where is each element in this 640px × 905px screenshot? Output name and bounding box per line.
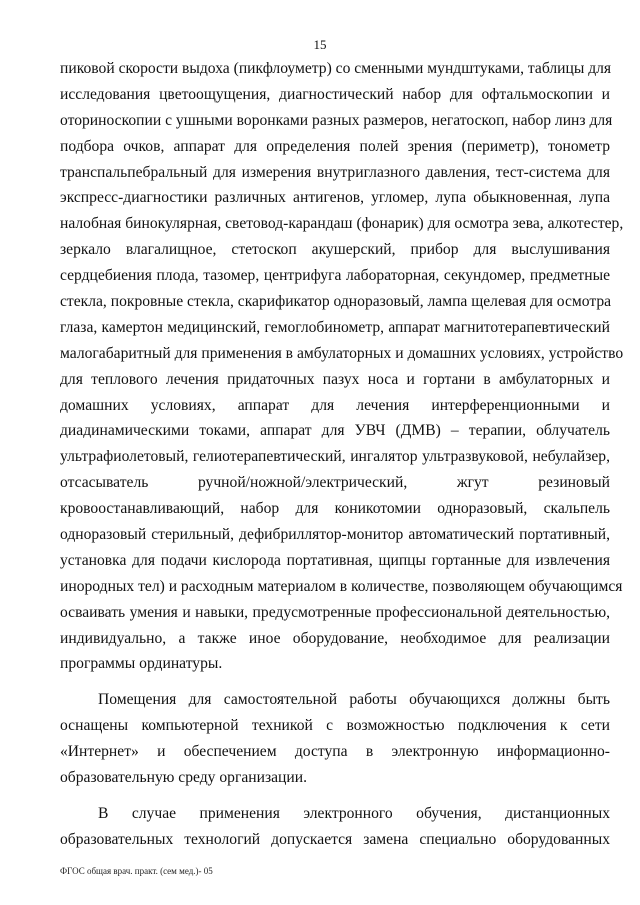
text-line: для теплового лечения придаточных пазух носа и гортани в амбулаторных и (60, 370, 610, 388)
text-line: стекла, покровные стекла, скарификатор одноразовый, лампа щелевая для осмотра (60, 293, 612, 311)
text-line: экспресс-диагностики различных антигенов, угломер, лупа обыкновенная, лупа (60, 189, 610, 207)
text-line: В случае применения электронного обучения, дистанционных (98, 804, 610, 822)
page-number: 15 (313, 37, 327, 52)
text-line: Помещения для самостоятельной работы обучающихся должны быть (98, 691, 610, 709)
text-line: оснащены компьютерной техникой с возможностью подключения к сети (60, 717, 610, 735)
text-line: осваивать умения и навыки, предусмотренные профессиональной деятельностью, (60, 603, 610, 621)
text-line: сердцебиения плода, тазомер, центрифуга лабораторная, секундомер, предметные (60, 267, 610, 285)
text-line: налобная бинокулярная, световод-карандаш (фонарик) для осмотра зева, алкотестер, (60, 215, 624, 233)
text-line: транспальпебральный для измерения внутриглазного давления, тест-система для (60, 163, 610, 181)
text-line: оториноскопии с ушными воронками разных размеров, негатоскоп, набор линз для (60, 111, 613, 129)
text-line: пиковой скорости выдоха (пикфлоуметр) со сменными мундштуками, таблицы для (60, 60, 612, 77)
text-line: глаза, камертон медицинский, гемоглобинометр, аппарат магнитотерапевтический (60, 318, 610, 336)
text-line: ультрафиолетовый, гелиотерапевтический, ингалятор ультразвуковой, небулайзер, (60, 448, 610, 466)
text-line: образовательных технологий допускается замена специально оборудованных (60, 830, 610, 848)
text-line: отсасыватель ручной/ножной/электрический, жгут резиновый (60, 474, 610, 492)
text-line: диадинамическими токами, аппарат для УВЧ (ДМВ) – терапии, облучатель (60, 422, 610, 440)
text-line: программы ординатуры. (60, 655, 223, 673)
text-line: малогабаритный для применения в амбулаторных и домашних условиях, устройство (60, 344, 624, 362)
text-line: зеркало влагалищное, стетоскоп акушерский, прибор для выслушивания (60, 241, 610, 259)
text-line: установка для подачи кислорода портативная, щипцы гортанные для извлечения (60, 551, 610, 569)
page-footer: ФГОС общая врач. практ. (сем мед.)- 05 (60, 866, 213, 876)
document-body (60, 56, 624, 853)
text-line: исследования цветоощущения, диагностический набор для офтальмоскопии и (60, 85, 610, 103)
text-line: подбора очков, аппарат для определения полей зрения (периметр), тонометр (60, 137, 610, 155)
text-line: инородных тел) и расходным материалом в количестве, позволяющем обучающимся (60, 577, 623, 595)
paragraph-e-learning (60, 801, 610, 853)
paragraph-self-study-rooms (60, 687, 610, 791)
text-line: кровоостанавливающий, набор для коникотомии одноразовый, скальпель (60, 500, 610, 518)
text-line: «Интернет» и обеспечением доступа в электронную информационно- (60, 743, 610, 761)
text-line: одноразовый стерильный, дефибриллятор-монитор автоматический портативный, (60, 526, 610, 544)
paragraph-equipment-list (60, 56, 624, 677)
text-line: индивидуально, а также иное оборудование, необходимое для реализации (60, 629, 610, 647)
text-line: домашних условиях, аппарат для лечения интерференционными и (60, 396, 610, 414)
text-line: образовательную среду организации. (60, 769, 307, 787)
